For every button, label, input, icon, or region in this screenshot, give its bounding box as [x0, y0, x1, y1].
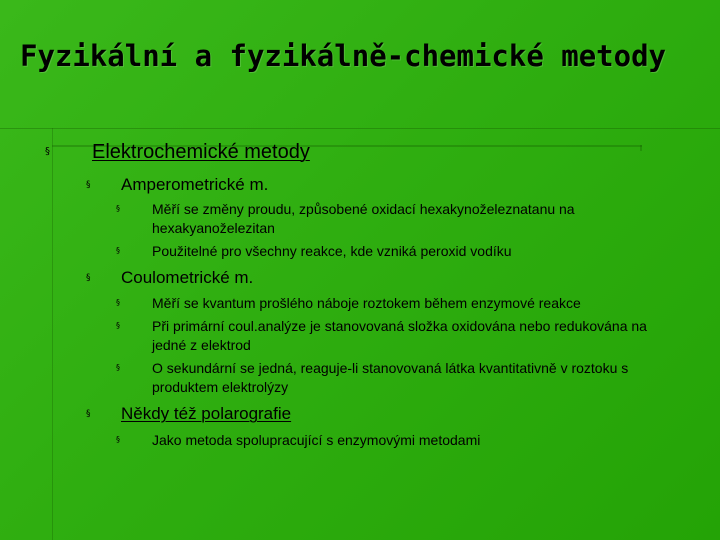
group-label: Někdy též polarografie: [121, 404, 292, 423]
bullet-icon: §: [86, 409, 91, 419]
section-label: Elektrochemické metody: [92, 141, 310, 163]
list-item: [116, 294, 672, 313]
list-item: [116, 359, 672, 397]
bullet-icon: §: [116, 246, 120, 255]
group-item: [86, 404, 291, 424]
list-item-text: Při primární coul.analýze je stanovovaná složka oxidována nebo redukována na jedné z elektrod: [152, 318, 647, 353]
list-item-text: Měří se kvantum prošlého náboje roztokem během enzymové reakce: [152, 295, 581, 311]
slide-title: Fyzikální a fyzikálně-chemické metody: [20, 39, 667, 73]
list-item-text: Použitelné pro všechny reakce, kde vzniká peroxid vodíku: [152, 243, 512, 259]
group-label: Amperometrické m.: [121, 175, 269, 194]
bullet-icon: §: [86, 273, 91, 283]
section-item: [45, 140, 310, 164]
bullet-icon: §: [86, 180, 91, 190]
list-item: [116, 242, 672, 261]
bullet-icon: §: [116, 435, 120, 444]
bullet-icon: §: [116, 321, 120, 330]
list-item-text: O sekundární se jedná, reaguje-li stanovovaná látka kvantitativně v roztoku s produktem elektrolýzy: [152, 360, 629, 395]
bullet-icon: §: [116, 204, 120, 213]
group-item: [86, 268, 253, 288]
bullet-icon: §: [116, 298, 120, 307]
list-item-text: Měří se změny proudu, způsobené oxidací hexakynoželeznatanu na hexakyanoželezitan: [152, 201, 575, 236]
group-item: [86, 175, 268, 195]
list-item: [116, 431, 672, 450]
list-item-text: Jako metoda spolupracující s enzymovými metodami: [152, 432, 481, 448]
group-label: Coulometrické m.: [121, 268, 254, 287]
bullet-icon: §: [45, 146, 50, 157]
list-item: [116, 317, 672, 355]
list-item: [116, 200, 672, 238]
bullet-icon: §: [116, 363, 120, 372]
